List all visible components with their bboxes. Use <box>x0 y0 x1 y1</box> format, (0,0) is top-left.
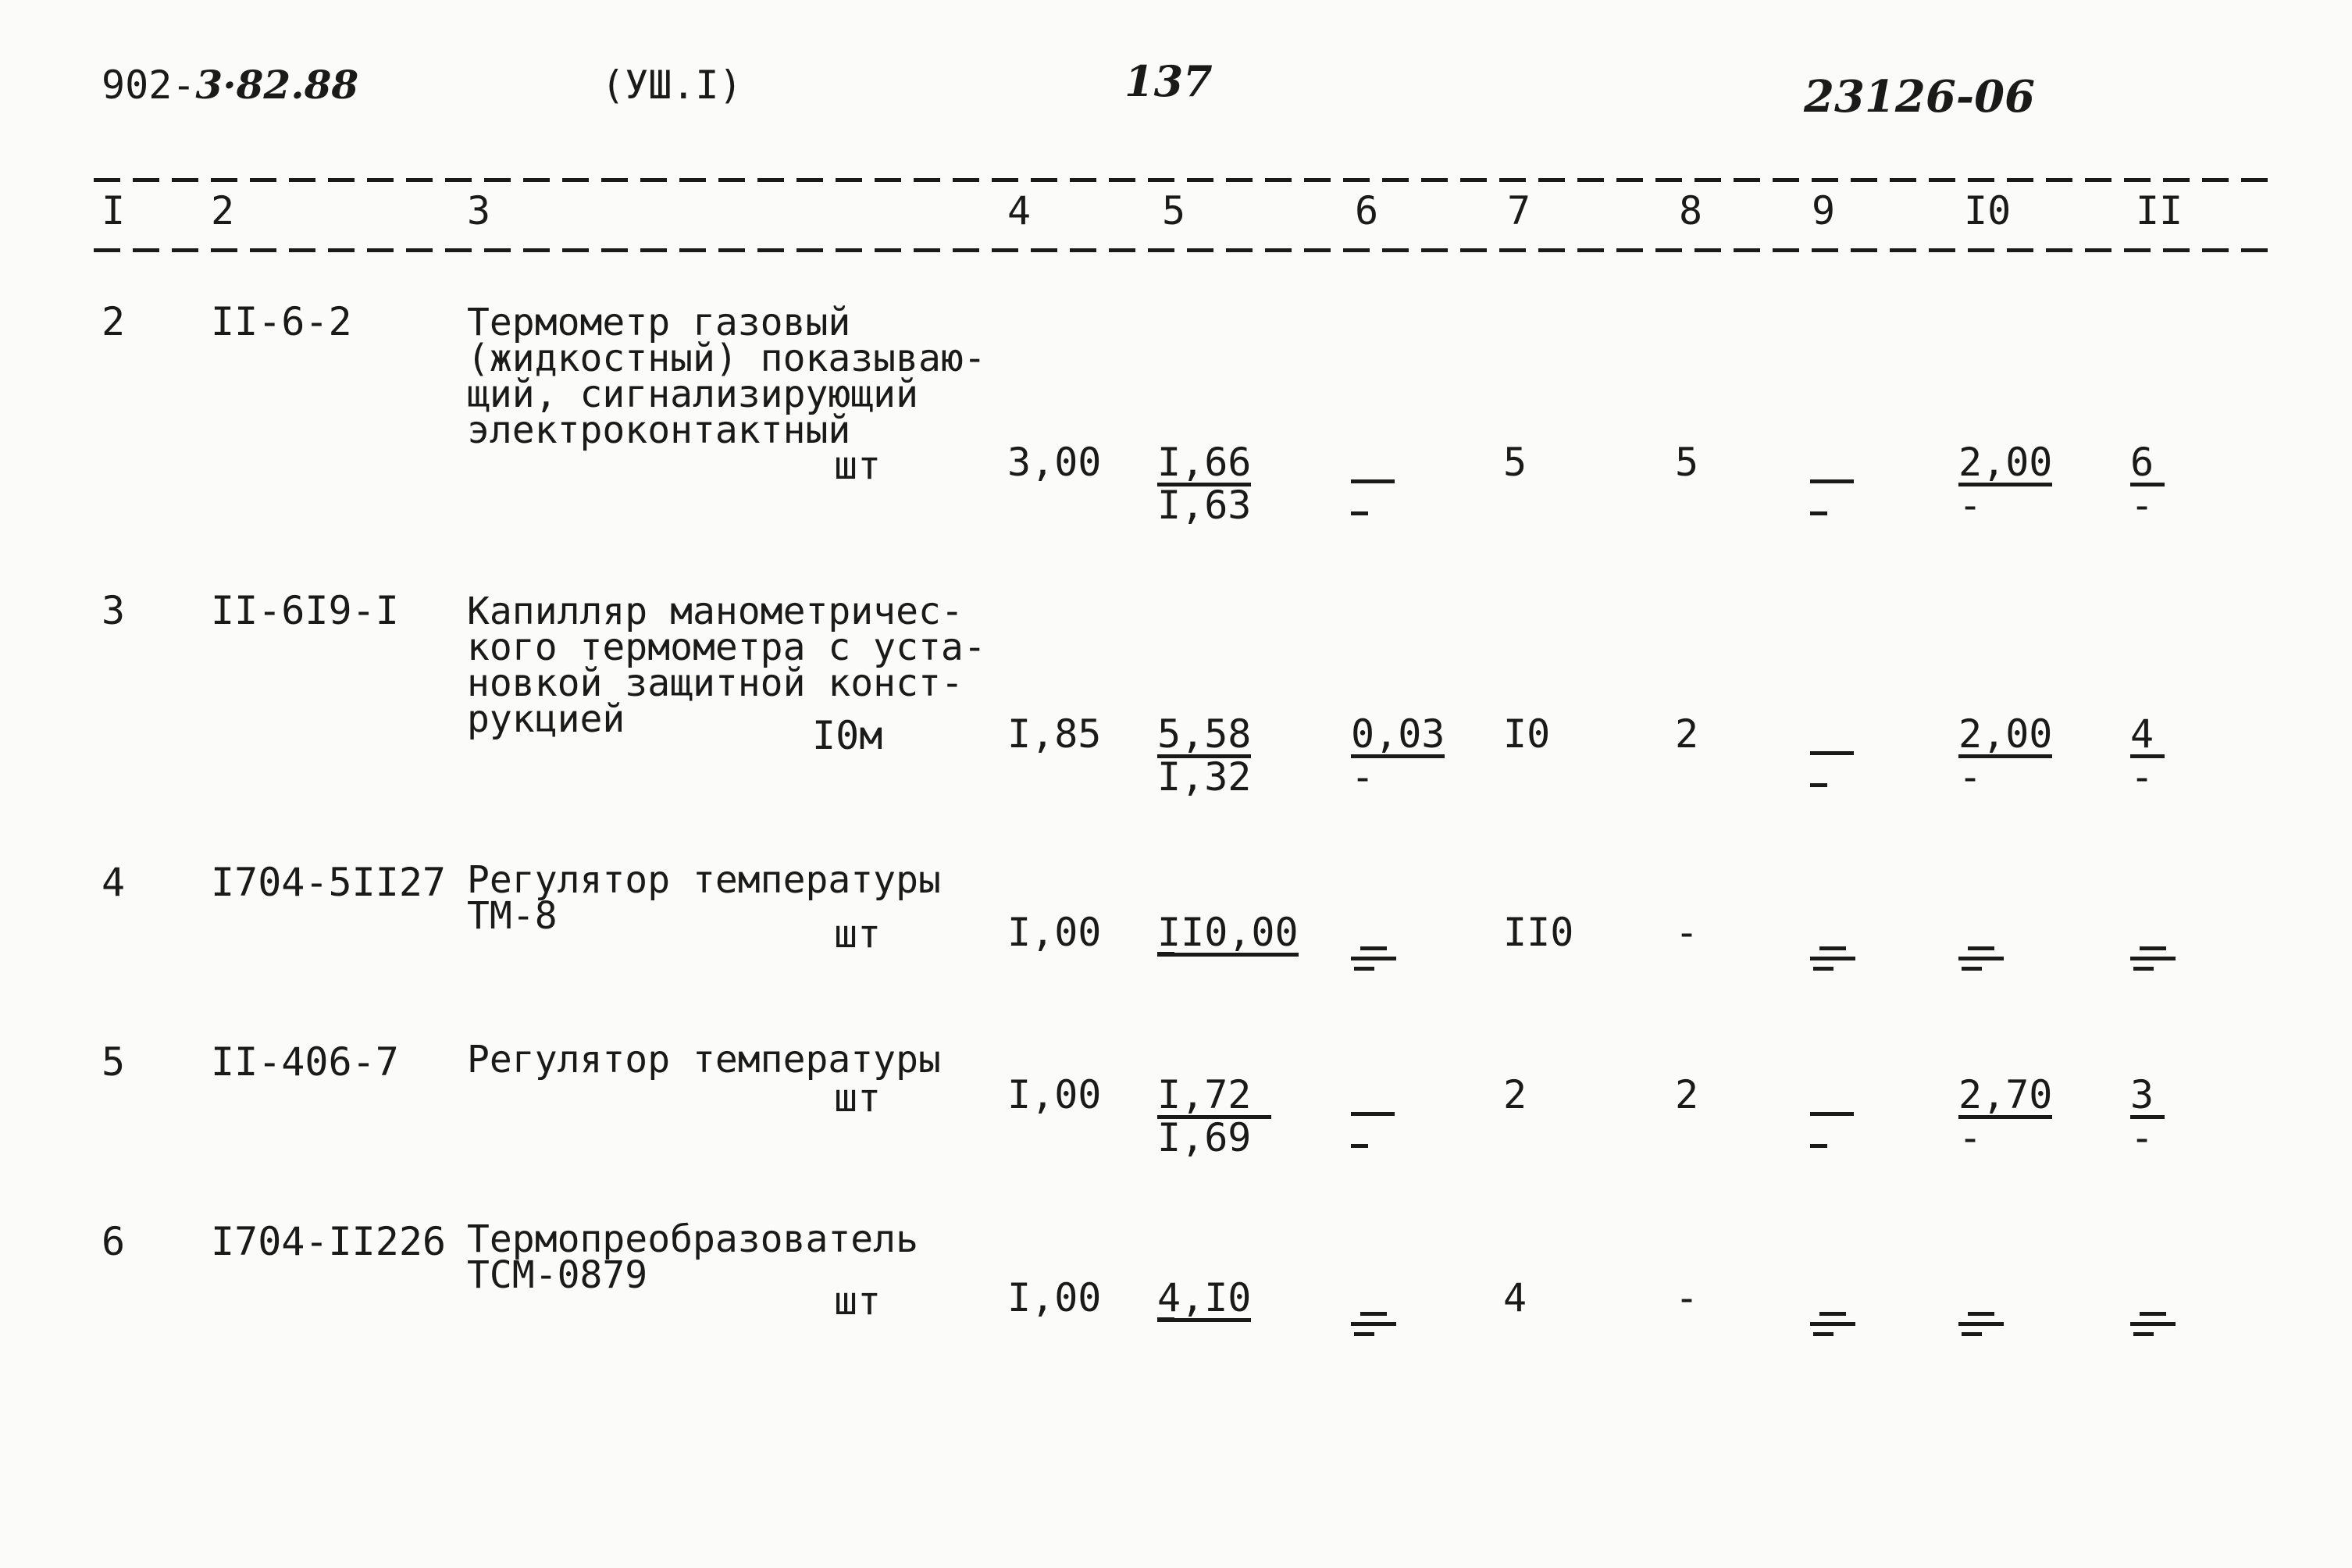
col9-value <box>1810 1312 1855 1336</box>
col10-top: 2,00 <box>1958 440 2053 485</box>
description-line: Термометр газовый <box>467 301 851 344</box>
col5-bottom: I,69 <box>1157 1115 1252 1160</box>
col10-top: 2,00 <box>1958 711 2053 757</box>
col9-value <box>1810 479 1854 515</box>
column-header: 4 <box>1007 188 1032 233</box>
column-header: 5 <box>1162 188 1186 233</box>
description-line: щий, сигнализирующий <box>467 372 918 416</box>
quantity: I,85 <box>1007 711 1102 757</box>
col7-value: 2 <box>1503 1072 1527 1117</box>
col6-bottom-dash <box>1351 511 1368 515</box>
col10-bottom: - <box>1958 754 1983 800</box>
description-line: ТМ-8 <box>467 894 558 938</box>
col8-value: 2 <box>1675 711 1699 757</box>
item-code: I704-5II27 <box>211 860 447 905</box>
equals-mark <box>1810 946 1855 971</box>
col6-bottom-dash <box>1351 1144 1368 1148</box>
description-line: (жидкостный) показываю- <box>467 337 986 380</box>
col5-value <box>1157 440 1252 528</box>
item-description <box>467 301 986 452</box>
item-code: I704-II226 <box>211 1219 447 1264</box>
col9-bottom-dash <box>1810 783 1827 787</box>
unit: I0м <box>812 713 883 758</box>
equals-mark <box>1810 1312 1855 1336</box>
col6-top: 0,03 <box>1351 711 1445 757</box>
equals-mark <box>2130 946 2176 971</box>
page-number: 137 <box>1124 56 1213 106</box>
equals-mark <box>2130 1312 2176 1336</box>
col11-top: 4 <box>2130 715 2165 758</box>
col10-value <box>1958 946 2004 971</box>
column-header: I0 <box>1964 188 2012 233</box>
description-line: Регулятор температуры <box>467 858 941 902</box>
unit: шт <box>834 1075 882 1121</box>
equals-mark <box>1958 1312 2004 1336</box>
col11-top: 6 <box>2130 444 2165 486</box>
header-bottom-rule <box>94 248 2280 252</box>
quantity: 3,00 <box>1007 440 1102 485</box>
description-line: рукцией <box>467 697 625 741</box>
column-header: 9 <box>1812 188 1836 233</box>
item-code: II-6I9-I <box>211 588 399 633</box>
registration-stamp: 23126-06 <box>1804 71 2035 123</box>
description-line: Регулятор температуры <box>467 1038 941 1082</box>
col5-bottom: I,32 <box>1157 754 1252 800</box>
col9-value <box>1810 1112 1854 1148</box>
row-number: 4 <box>102 860 126 905</box>
row-number: 5 <box>102 1039 126 1085</box>
col11-value <box>2130 711 2165 800</box>
col5-top: I,72 <box>1157 1076 1271 1119</box>
album-number: (УШ.I) <box>601 62 743 108</box>
col11-top: 3 <box>2130 1076 2165 1119</box>
column-header: I <box>102 188 126 233</box>
col8-value: 2 <box>1675 1072 1699 1117</box>
quantity: I,00 <box>1007 1072 1102 1117</box>
unit: шт <box>834 1278 882 1324</box>
description-line: новкой защитной конст- <box>467 661 964 705</box>
col11-value <box>2130 1312 2176 1336</box>
row-number: 6 <box>102 1219 126 1264</box>
col5-top: 5,58 <box>1157 711 1252 757</box>
description-line: Капилляр манометричес- <box>467 590 964 633</box>
col6-value <box>1351 711 1445 800</box>
col5-value <box>1157 1275 1252 1321</box>
equals-mark <box>1351 946 1396 971</box>
col8-value: - <box>1675 910 1699 955</box>
col7-value: 4 <box>1503 1275 1527 1320</box>
item-description <box>467 590 986 741</box>
col9-value <box>1810 946 1855 971</box>
col5-top: 4,I0 <box>1157 1275 1252 1320</box>
col7-value: II0 <box>1503 910 1574 955</box>
col5-value <box>1157 1072 1271 1160</box>
column-header: 3 <box>467 188 491 233</box>
document-code-handwritten: 3·82.88 <box>195 62 359 108</box>
col6-bottom: - <box>1351 754 1375 800</box>
item-code: II-406-7 <box>211 1039 399 1085</box>
column-header: 2 <box>211 188 235 233</box>
col11-value <box>2130 440 2165 528</box>
description-line: электроконтактный <box>467 408 851 452</box>
document-code <box>102 62 359 108</box>
col5-value <box>1157 711 1252 800</box>
col5-top: I,66 <box>1157 440 1252 485</box>
item-code: II-6-2 <box>211 299 352 344</box>
description-line: ТСМ-0879 <box>467 1253 648 1297</box>
row-number: 3 <box>102 588 126 633</box>
col10-top: 2,70 <box>1958 1072 2053 1117</box>
col10-value <box>1958 711 2053 800</box>
column-header: 6 <box>1355 188 1379 233</box>
col6-value <box>1351 946 1396 971</box>
col8-value: 5 <box>1675 440 1699 485</box>
col11-bottom: - <box>2130 483 2154 528</box>
col11-value <box>2130 1072 2165 1160</box>
column-header: II <box>2136 188 2183 233</box>
col11-bottom: - <box>2130 754 2154 800</box>
unit: шт <box>834 443 882 488</box>
col7-value: 5 <box>1503 440 1527 485</box>
col6-value <box>1351 1112 1395 1148</box>
col10-bottom: - <box>1958 483 1983 528</box>
item-description <box>467 1038 941 1082</box>
col10-value <box>1958 1072 2053 1160</box>
col6-top-dash <box>1351 1112 1395 1116</box>
col9-top-dash <box>1810 479 1854 483</box>
column-header: 7 <box>1507 188 1531 233</box>
equals-mark <box>1958 946 2004 971</box>
description-line: Термопреобразователь <box>467 1217 918 1261</box>
col5-value <box>1157 910 1299 956</box>
col11-bottom: - <box>2130 1115 2154 1160</box>
col7-value: I0 <box>1503 711 1551 757</box>
equals-mark <box>1351 1312 1396 1336</box>
header-top-rule <box>94 178 2280 182</box>
col10-bottom: - <box>1958 1115 1983 1160</box>
col9-bottom-dash <box>1810 1144 1827 1148</box>
col5-bottom: I,63 <box>1157 483 1252 528</box>
col6-value <box>1351 479 1395 515</box>
col10-value <box>1958 440 2053 528</box>
document-code-prefix: 902- <box>102 62 196 108</box>
col9-value <box>1810 751 1854 787</box>
col6-value <box>1351 1312 1396 1336</box>
col11-value <box>2130 946 2176 971</box>
col8-value: - <box>1675 1275 1699 1320</box>
col9-top-dash <box>1810 751 1854 755</box>
quantity: I,00 <box>1007 910 1102 955</box>
col10-value <box>1958 1312 2004 1336</box>
row-number: 2 <box>102 299 126 344</box>
col9-top-dash <box>1810 1112 1854 1116</box>
col6-top-dash <box>1351 479 1395 483</box>
unit: шт <box>834 911 882 957</box>
column-header: 8 <box>1679 188 1703 233</box>
col5-top: II0,00 <box>1157 910 1299 955</box>
col9-bottom-dash <box>1810 511 1827 515</box>
description-line: кого термометра с уста- <box>467 625 986 669</box>
quantity: I,00 <box>1007 1275 1102 1320</box>
